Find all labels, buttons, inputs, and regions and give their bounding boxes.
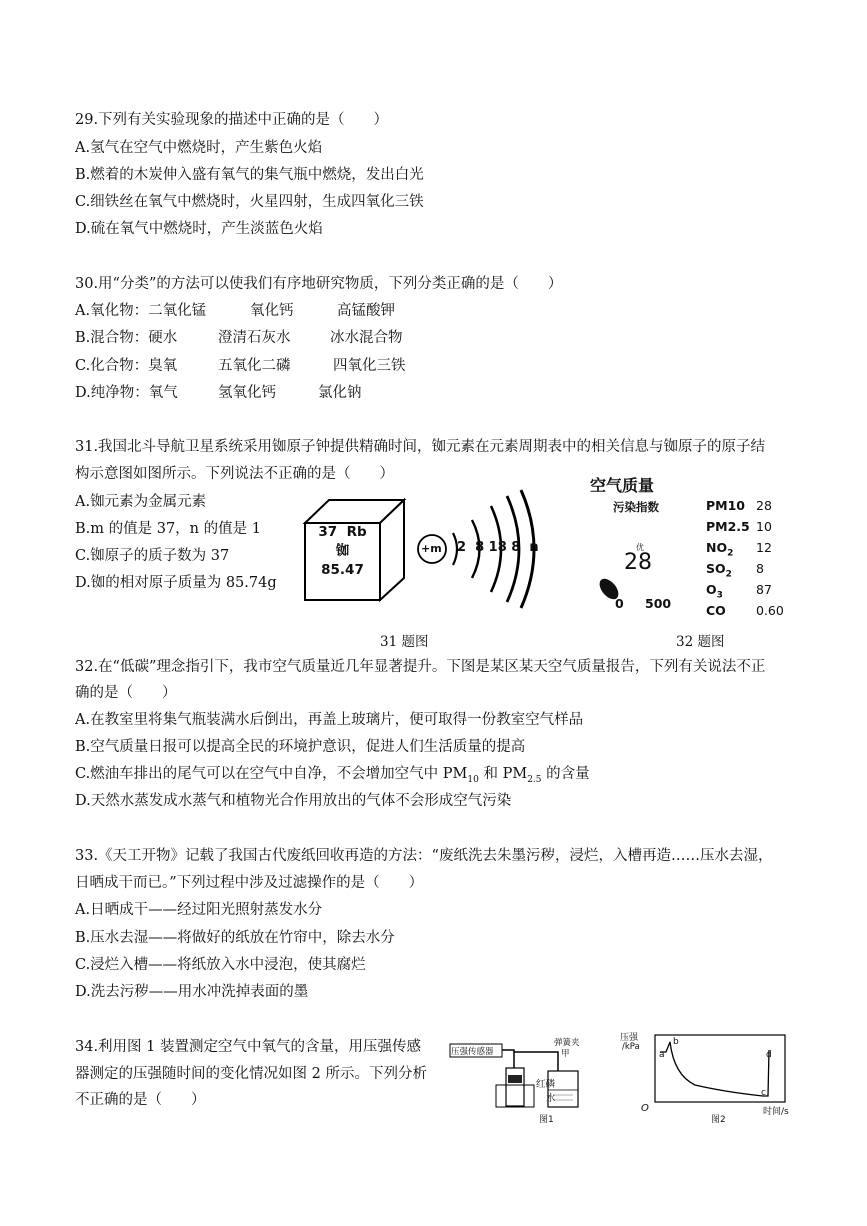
sensor-label: 压强传感器 <box>451 1047 494 1057</box>
q30-option-c <box>75 356 406 376</box>
q32-stem-line2: 确的是（ ） <box>75 685 177 701</box>
pressure-curve-figure <box>640 1030 790 1115</box>
q30-option-a <box>75 301 395 321</box>
element-number: 37 <box>318 524 338 540</box>
q34-stem-line1: 34.利用图 1 装置测定空气中氧气的含量，用压强传感 <box>75 1039 422 1055</box>
q30-option-d <box>75 383 362 403</box>
q31-option-c: C.铷原子的质子数为 37 <box>75 548 230 564</box>
q33-option-a: A.日晒成干——经过阳光照射蒸发水分 <box>75 902 323 918</box>
q31-stem-line1: 31.我国北斗导航卫星系统采用铷原子钟提供精确时间，铷元素在元素周期表中的相关信息与铷原子的原子结 <box>75 439 766 455</box>
element-name: 铷 <box>335 543 350 559</box>
element-symbol: Rb <box>346 524 367 540</box>
point-c-label: c <box>761 1088 766 1098</box>
q34-stem-line3: 不正确的是（ ） <box>75 1092 206 1108</box>
q31-stem-line2: 构示意图如图所示。下列说法不正确的是（ ） <box>75 466 394 482</box>
q32-option-d: D.天然水蒸发成水蒸气和植物光合作用放出的气体不会形成空气污染 <box>75 793 512 809</box>
atom-nucleus: +m <box>421 542 442 555</box>
q32-caption: 32 题图 <box>676 634 725 650</box>
q32-option-a: A.在教室里将集气瓶装满水后倒出，再盖上玻璃片，便可取得一份教室空气样品 <box>75 712 584 728</box>
aq-value-no2: 12 <box>756 540 772 555</box>
q32-option-c: C.燃油车排出的尾气可以在空气中自净，不会增加空气中 $PM_{10}$ 和 $PM_{2.5}$ 的含量 <box>75 766 590 785</box>
aq-gauge-label: 优 <box>636 543 644 552</box>
water-label: 水 <box>546 1093 556 1104</box>
clip-label: 弹簧夹 <box>554 1038 580 1048</box>
q29-option-d: D.硫在氧气中燃烧时，产生淡蓝色火焰 <box>75 221 323 237</box>
q30-option-a-head: A.氧化物：二氧化锰 <box>75 303 207 319</box>
element-info <box>305 523 380 580</box>
q34-stem-line2: 器测定的压强随时间的变化情况如图 2 所示。下列分析 <box>75 1066 427 1082</box>
q32-option-b: B.空气质量日报可以提高全民的环境护意识，促进人们生活质量的提高 <box>75 739 526 755</box>
q30-stem: 30.用“分类”的方法可以使我们有序地研究物质，下列分类正确的是（ ） <box>75 276 563 292</box>
q30-option-b-c: 冰水混合物 <box>330 330 403 346</box>
q30-option-a-c: 高锰酸钾 <box>337 303 395 319</box>
origin-label: O <box>641 1103 649 1114</box>
q30-option-d-b: 氢氧化钙 <box>218 385 276 401</box>
q33-stem-line1: 33.《天工开物》记载了我国古代废纸回收再造的方法：“废纸洗去朱墨污秽，浸烂，入槽再造……压水去湿， <box>75 848 773 864</box>
q31-caption: 31 题图 <box>380 634 429 650</box>
q29-option-c: C.细铁丝在氧气中燃烧时，火星四射，生成四氧化三铁 <box>75 194 424 210</box>
aq-value-so2: 8 <box>756 561 764 576</box>
point-a-label: a <box>659 1050 665 1060</box>
fig2-caption: 图2 <box>711 1115 726 1125</box>
time-axis-label: 时间/s <box>763 1107 789 1117</box>
q33-option-c: C.浸烂入槽——将纸放入水中浸泡，使其腐烂 <box>75 957 366 973</box>
q29-option-a: A.氢气在空气中燃烧时，产生紫色火焰 <box>75 140 323 156</box>
q32-stem-line1: 32.在“低碳”理念指引下，我市空气质量近几年显著提升。下图是某区某天空气质量报告，下列有关说法不正 <box>75 659 766 675</box>
q30-option-d-head: D.纯净物：氧气 <box>75 385 178 401</box>
q29-stem: 29.下列有关实验现象的描述中正确的是（ ） <box>75 112 389 128</box>
q30-option-c-c: 四氧化三铁 <box>333 358 406 374</box>
q29-option-b: B.燃着的木炭伸入盛有氧气的集气瓶中燃烧，发出白光 <box>75 167 424 183</box>
pressure-label: 压强 <box>620 1033 639 1043</box>
clip-label-2: 甲 <box>561 1049 570 1059</box>
fig1-caption: 图1 <box>539 1115 554 1125</box>
q30-option-c-head: C.化合物：臭氧 <box>75 358 178 374</box>
point-b-label: b <box>673 1037 679 1047</box>
aq-scale-max: 500 <box>645 596 672 611</box>
q30-option-b-b: 澄清石灰水 <box>218 330 291 346</box>
aq-name-co: CO <box>706 603 726 618</box>
aq-name-pm25: PM2.5 <box>706 519 750 534</box>
q30-option-a-b: 氧化钙 <box>250 303 294 319</box>
aq-name-pm10: PM10 <box>706 498 745 513</box>
pressure-unit: /kPa <box>622 1042 640 1052</box>
aq-name-no2: $NO_2$ <box>706 540 734 559</box>
point-d-label: d <box>766 1050 772 1060</box>
aq-index-label: 污染指数 <box>613 500 659 514</box>
element-mass: 85.47 <box>321 562 364 578</box>
q30-option-b <box>75 328 403 348</box>
q31-option-a: A.铷元素为金属元素 <box>75 494 207 510</box>
q30-option-d-c: 氯化钠 <box>318 385 362 401</box>
q33-stem-line2: 日晒成干而已。”下列过程中涉及过滤操作的是（ ） <box>75 875 424 891</box>
phosphorus-label: 红磷 <box>536 1079 556 1090</box>
aq-value-pm25: 10 <box>756 519 772 534</box>
aq-name-o3: $O_3$ <box>706 582 723 601</box>
q31-option-d: D.铷的相对原子质量为 85.74g <box>75 575 277 591</box>
aq-value-co: 0.60 <box>756 603 784 618</box>
aq-name-so2: $SO_2$ <box>706 561 732 580</box>
q33-option-d: D.洗去污秽——用水冲洗掉表面的墨 <box>75 984 309 1000</box>
aq-scale-min: 0 <box>615 596 624 611</box>
q31-option-b: B.m 的值是 37，n 的值是 1 <box>75 521 261 537</box>
aq-value-o3: 87 <box>756 582 772 597</box>
atom-shells: 2 8 18 8 n <box>457 540 539 555</box>
q30-option-c-b: 五氧化二磷 <box>218 358 291 374</box>
q33-option-b: B.压水去湿——将做好的纸放在竹帘中，除去水分 <box>75 930 395 946</box>
q30-option-b-head: B.混合物：硬水 <box>75 330 178 346</box>
aq-index-value: 28 <box>624 550 652 575</box>
aq-value-pm10: 28 <box>756 498 772 513</box>
aq-title: 空气质量 <box>590 476 655 495</box>
